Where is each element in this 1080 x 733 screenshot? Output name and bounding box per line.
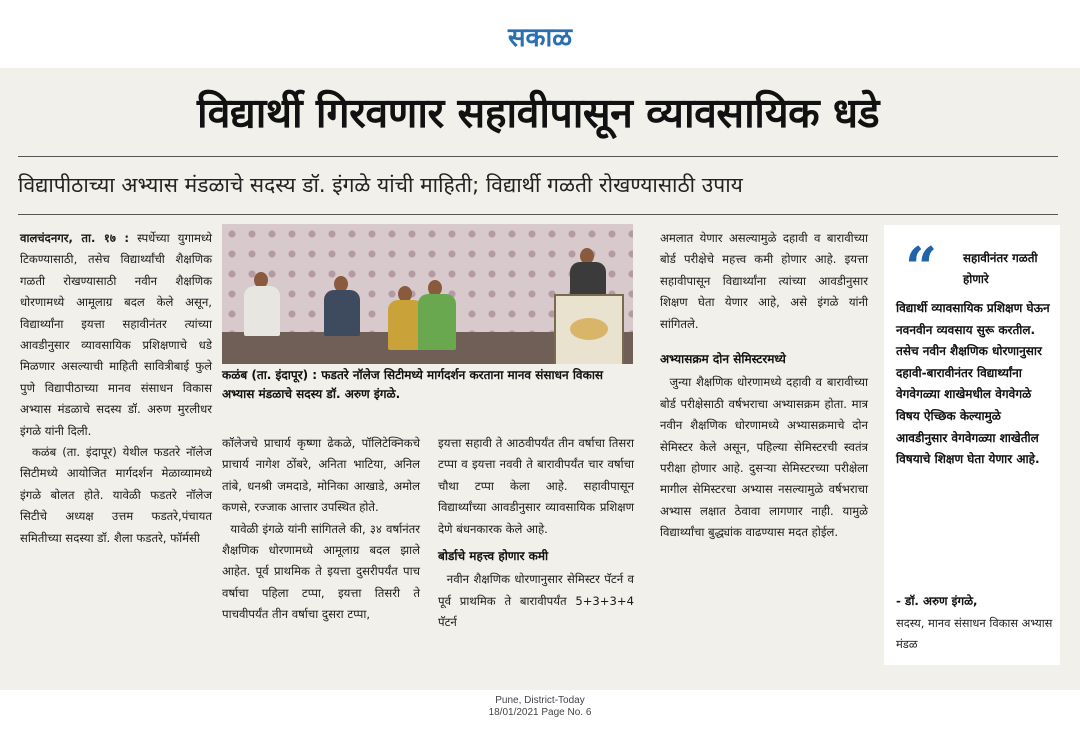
podium-logo xyxy=(570,318,608,340)
photo-person xyxy=(418,294,456,350)
col4-paragraph-2: जुन्या शैक्षणिक धोरणामध्ये दहावी व बारावीच्या बोर्ड परीक्षेसाठी वर्षभराचा अभ्यासक्रम होता. मात्र नवीन शैक्षणिक धोरणामध्ये अभ्यासक्रमाचे दोन सेमिस्टर केले असून, पहिल्या सेमिस्टरची स्वतंत्र परीक्षा होणार आहे. दुसऱ्या सेमिस्टरच्या परीक्षेला मागील सेमिस्टरचा अभ्यास नसल्यामुळे वर्षभराचा अभ्यास लक्षात ठेवावा लागणार नाही. यामुळे विद्यार्थ्यांचा बुद्ध्यांक वाढण्यास मदत होईल. xyxy=(660,375,868,540)
footer-date-page: 18/01/2021 Page No. 6 xyxy=(488,707,592,718)
photo-person xyxy=(244,286,280,336)
col1-paragraph-2: कळंब (ता. इंदापूर) येथील फडतरे नॉलेज सिटीमध्ये आयोजित मार्गदर्शन मेळाव्यामध्ये इंगळे बोलत होते. यावेळी फडतरे नॉलेज सिटीचे अध्यक्ष उत्तम फडतरे,पंचायत समितीच्या सदस्या डॉ. शैला फडतरे, फॉर्मसी xyxy=(20,445,212,545)
pull-quote-lead: सहावीनंतर गळती होणारे xyxy=(963,251,1038,286)
subhead-divider xyxy=(18,214,1058,215)
photo-podium xyxy=(554,294,624,364)
article-column-2 xyxy=(222,433,420,626)
col4-paragraph-1: अमलात येणार असल्यामुळे दहावी व बारावीच्या बोर्ड परीक्षेचे महत्त्व कमी होणार आहे. इयत्ता सहावीपासून विद्यार्थ्यांना त्यांच्या आवडीनुसार शिक्षण घेता येणार आहे, असे इंगळे यांनी सांगितले. xyxy=(660,231,868,331)
pull-quote-designation: सदस्य, मानव संसाधन विकास अभ्यास मंडळ xyxy=(896,616,1053,651)
clipping-footer xyxy=(0,695,1080,719)
article-headline: विद्यार्थी गिरवणार सहावीपासून व्यावसायिक धडे xyxy=(196,89,880,137)
newspaper-clipping xyxy=(0,68,1080,690)
headline-divider xyxy=(18,156,1058,157)
col2-paragraph-1: कॉलेजचे प्राचार्य कृष्णा ढेकळे, पॉलिटेक्निकचे प्राचार्य नागेश ठोंबरे, अनिता भाटिया, अनिल तांबे, धनश्री जमदाडे, मोनिका आखाडे, अमोल कणसे, रज्जाक आत्तार उपस्थित होते. xyxy=(222,436,420,515)
article-column-3 xyxy=(438,433,634,634)
footer-edition: Pune, District-Today xyxy=(495,695,585,706)
photo-caption: कळंब (ता. इंदापूर) : फडतरे नॉलेज सिटीमध्ये मार्गदर्शन करताना मानव संसाधन विकास अभ्यास मंडळाचे सदस्य डॉ. अरुण इंगळे. xyxy=(222,368,604,401)
pull-quote-body: विद्यार्थी व्यावसायिक प्रशिक्षण घेऊन नवनवीन व्यवसाय सुरू करतील. तसेच नवीन शैक्षणिक धोरणानुसार दहावी-बारावीनंतर विद्यार्थ्यांना वेगवेगळ्या शाखेमधील वेगवेगळे विषय ऐच्छिक केल्यामुळे आवडीनुसार वेगवेगळ्या शाखेतील विषयाचे शिक्षण घेता येणार आहे. xyxy=(896,301,1050,467)
article-column-4 xyxy=(660,228,868,544)
col3-paragraph-2: नवीन शैक्षणिक धोरणानुसार सेमिस्टर पॅटर्न व पूर्व प्राथमिक ते बारावीपर्यंत 5+3+3+4 पॅटर्न xyxy=(438,572,635,630)
dateline: वालचंदनगर, ता. १७ : xyxy=(20,231,129,245)
article-subheadline: विद्यापीठाच्या अभ्यास मंडळाचे सदस्य डॉ. इंगळे यांची माहिती; विद्यार्थी गळती रोखण्यासाठी उपाय xyxy=(18,173,743,197)
pull-quote-author: - डॉ. अरुण इंगळे, xyxy=(896,594,978,608)
col3-paragraph-1: इयत्ता सहावी ते आठवीपर्यंत तीन वर्षाचा तिसरा टप्पा व इयत्ता नववी ते बारावीपर्यंत चार वर्षाचा चौथा टप्पा केला आहे. सहावीपासून विद्यार्थ्यांच्या आवडीनुसार व्यावसायिक प्रशिक्षण देणे बंधनकारक केले आहे. xyxy=(438,436,634,536)
newspaper-masthead: सकाळ xyxy=(507,23,573,53)
col3-subheading: बोर्डाचे महत्त्व होणार कमी xyxy=(438,549,549,564)
article-column-1 xyxy=(20,228,212,549)
col1-paragraph-1: स्पर्धेच्या युगामध्ये टिकण्यासाठी, तसेच विद्यार्थ्यांची शैक्षणिक गळती रोखण्यासाठी नवीन शैक्षणिक धोरणामध्ये आमूलाग्र बदल केले असून, विद्यार्थ्यांना इयत्ता सहावीनंतर त्यांच्या आवडीनुसार व्यावसायिक प्रशिक्षणाचे धडे मिळणार असल्याची माहिती सावित्रीबाई फुले पुणे विद्यापीठाच्या मानव संसाधन विकास अभ्यास मंडळाचे सदस्य डॉ. अरुण मुरलीधर इंगळे यांनी दिली. xyxy=(20,231,212,438)
col4-subheading: अभ्यासक्रम दोन सेमिस्टरमध्ये xyxy=(660,352,786,367)
event-photo xyxy=(222,224,633,364)
photo-person xyxy=(324,290,360,336)
col2-paragraph-2: यावेळी इंगळे यांनी सांगितले की, ३४ वर्षानंतर शैक्षणिक धोरणामध्ये आमूलाग्र बदल झाले आहेत. पूर्व प्राथमिक ते इयत्ता दुसरीपर्यंत पाच वर्षाचा पहिला टप्पा, इयत्ता तिसरी ते पाचवीपर्यंत तीन वर्षाचा दुसरा टप्पा, xyxy=(222,521,420,622)
quote-mark-icon: “ xyxy=(905,235,938,301)
